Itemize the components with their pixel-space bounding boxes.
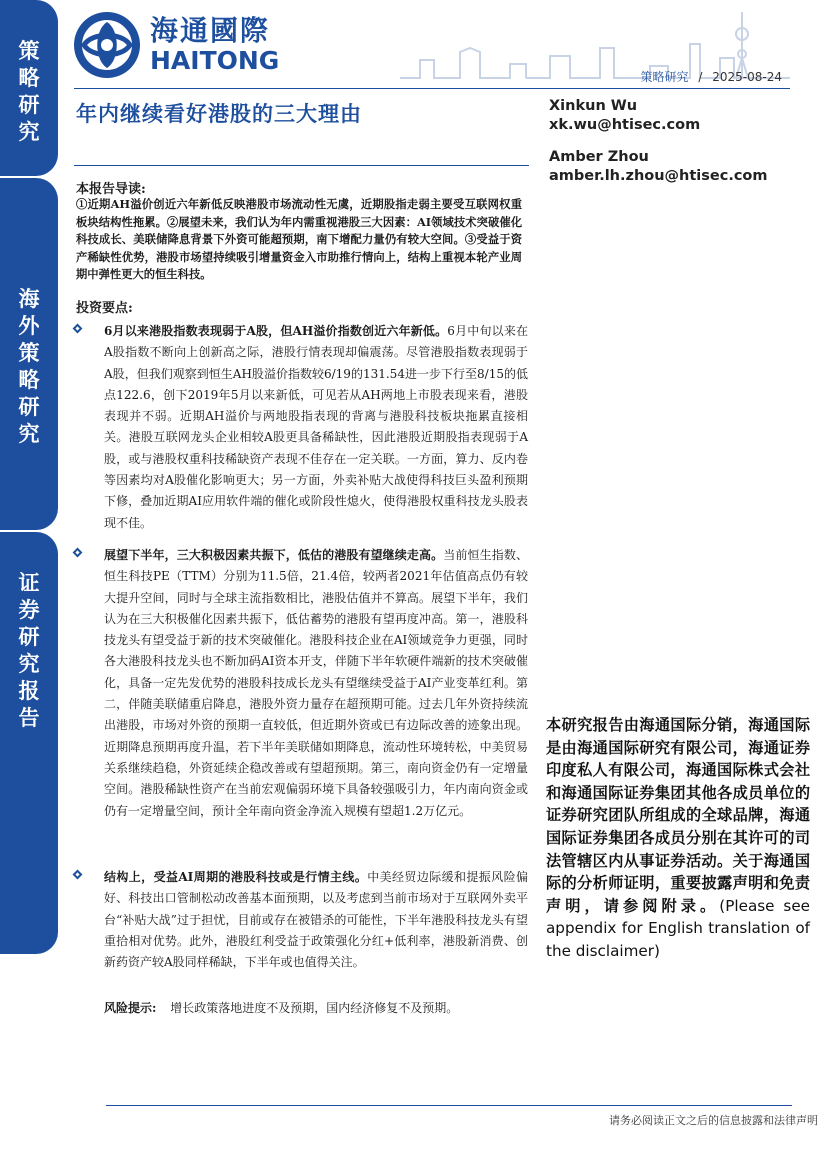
- bullet-diamond-icon: [73, 548, 83, 558]
- meta-separator: /: [698, 70, 703, 84]
- investment-point: [74, 545, 528, 822]
- author-entry: [549, 148, 768, 186]
- sidebar-tab-strategy-research: [0, 0, 58, 176]
- risk-warning: [104, 998, 528, 1019]
- author-block: [549, 97, 768, 199]
- disclaimer-en: (Please see appendix for English translation of the disclaimer): [546, 896, 811, 960]
- investment-point: [74, 867, 528, 973]
- sidebar-tab-overseas-strategy: [0, 178, 58, 530]
- point-body: 当前恒生指数、恒生科技PE（TTM）分别为11.5倍，21.4倍，较两者2021年估值高点仍有较大提升空间，同时与全球主流指数相比，港股估值并不算高。展望下半年，我们认为在三大积极催化因素共振下，低估蓄势的港股有望再度冲高。第一，港股科技龙头有望受益于新的技术突破催化。港股科技企业在AI领域竞争力更强，同时各大港股科技龙头也不断加码AI资本开支，伴随下半年软硬件端新的技术突破催化，具备一定先发优势的港股科技成长龙头有望继续受益于AI产业变革红利。第二，伴随美联储重启降息，港股外资力量存在超预期可能。过去几年外资持续流出港股，市场对外资的预期一直较低，但近期外资或已有边际改善的迹象出现。近期降息预期再度升温，若下半年美联储如期降息，流动性环境转松，中美贸易关系继续趋稳，外资延续企稳改善或有望超预期。第三，南向资金仍有一定增量空间。港股稀缺性资产在当前宏观偏弱环境下具备较强吸引力，年内南向资金或仍有一定增量空间，预计全年南向资金净流入规模有望超1.2万亿元。: [104, 548, 528, 818]
- author-entry: [549, 97, 768, 135]
- author-name: Xinkun Wu: [549, 98, 638, 114]
- report-meta: [641, 68, 782, 85]
- sidebar-tab-label: 策略研究: [18, 39, 40, 144]
- title-divider: [74, 165, 529, 166]
- point-lead: 结构上，受益AI周期的港股科技或是行情主线。: [104, 870, 368, 884]
- footer-divider: [106, 1105, 792, 1106]
- point-lead: 展望下半年，三大积极因素共振下，低估的港股有望继续走高。: [104, 548, 444, 562]
- guide-text: ①近期AH溢价创近六年新低反映港股市场流动性无虞，近期股指走弱主要受互联网权重板块结构性拖累。②展望未来，我们认为年内需重视港股三大因素：AI领域技术突破催化科技成长、美联储降息背景下外资可能超预期，南下增配力量仍有较大空间。③受益于资产稀缺性优势，港股市场望持续吸引增量资金入市助推行情向上，结构上重视本轮产业周期中弹性更大的恒生科技。: [76, 197, 522, 282]
- guide-heading: 本报告导读:: [76, 182, 146, 197]
- brand-logo: [72, 10, 279, 80]
- report-date: 2025-08-24: [712, 70, 782, 84]
- bullet-diamond-icon: [73, 324, 83, 334]
- brand-name-en: HAITONG: [150, 46, 280, 75]
- sidebar-tab-label: 证券研究报告: [18, 571, 40, 730]
- sidebar-tab-label: 海外策略研究: [18, 287, 40, 446]
- point-lead: 6月以来港股指数表现弱于A股，但AH溢价指数创近六年新低。: [104, 324, 448, 338]
- sidebar-tab-securities-report: [0, 532, 58, 954]
- report-category: 策略研究: [640, 70, 689, 84]
- points-heading: 投资要点:: [76, 301, 133, 316]
- disclaimer-cn: 本研究报告由海通国际分销，海通国际是由海通国际研究有限公司，海通证券印度私人有限公司，海通国际株式会社和海通国际证券集团其他各成员单位的证券研究团队所组成的全球品牌，海通国际证券集团各成员分别在其许可的司法管辖区内从事证券活动。关于海通国际的分析师证明，重要披露声明和免责声明，请参阅附录。: [546, 716, 810, 915]
- investment-point: [74, 321, 528, 534]
- author-name: Amber Zhou: [549, 149, 649, 165]
- point-body: 6月中旬以来在A股指数不断向上创新高之际，港股行情表现却偏震荡。尽管港股指数表现弱于A股，但我们观察到恒生AH股溢价指数较6/19的131.54进一步下行至8/15的低点122.6，创下2019年5月以来新低，可见若从AH两地上市股表现来看，港股表现并不弱。近期AH溢价与两地股指表现的背离与港股科技板块拖累直接相关。港股互联网龙头企业相较A股更具备稀缺性，因此港股近期股指表现弱于A股，或与港股权重科技稀缺资产表现不佳存在一定关联。一方面，算力、反内卷等因素均对A股催化影响更大；另一方面，外卖补贴大战使得科技巨头盈利预期下修，叠加近期AI应用软件端的催化或阶段性熄火，使得港股权重科技龙头股表现不佳。: [104, 324, 528, 530]
- header-divider: [74, 88, 790, 89]
- footer-notice: 请务必阅读正文之后的信息披露和法律声明: [609, 1114, 818, 1127]
- author-email[interactable]: xk.wu@htisec.com: [549, 117, 701, 133]
- risk-label: 风险提示:: [104, 1001, 157, 1015]
- disclaimer-block: [546, 714, 810, 963]
- author-email[interactable]: amber.lh.zhou@htisec.com: [549, 168, 768, 184]
- point-body: 中美经贸边际缓和提振风险偏好、科技出口管制松动改善基本面预期，以及考虑到当前市场对于互联网外卖平台“补贴大战”过于担忧，目前或存在被错杀的可能性，下半年港股科技龙头有望重拾相对优势。此外，港股红利受益于政策强化分红+低利率，港股新消费、创新药资产较A股同样稀缺，下半年或也值得关注。: [104, 870, 528, 970]
- brand-name-cn: 海通國際: [150, 14, 271, 47]
- report-title: 年内继续看好港股的三大理由: [76, 102, 362, 126]
- risk-text: 增长政策落地进度不及预期，国内经济修复不及预期。: [170, 1001, 459, 1015]
- bullet-diamond-icon: [73, 870, 83, 880]
- haitong-logo-icon: [72, 10, 142, 80]
